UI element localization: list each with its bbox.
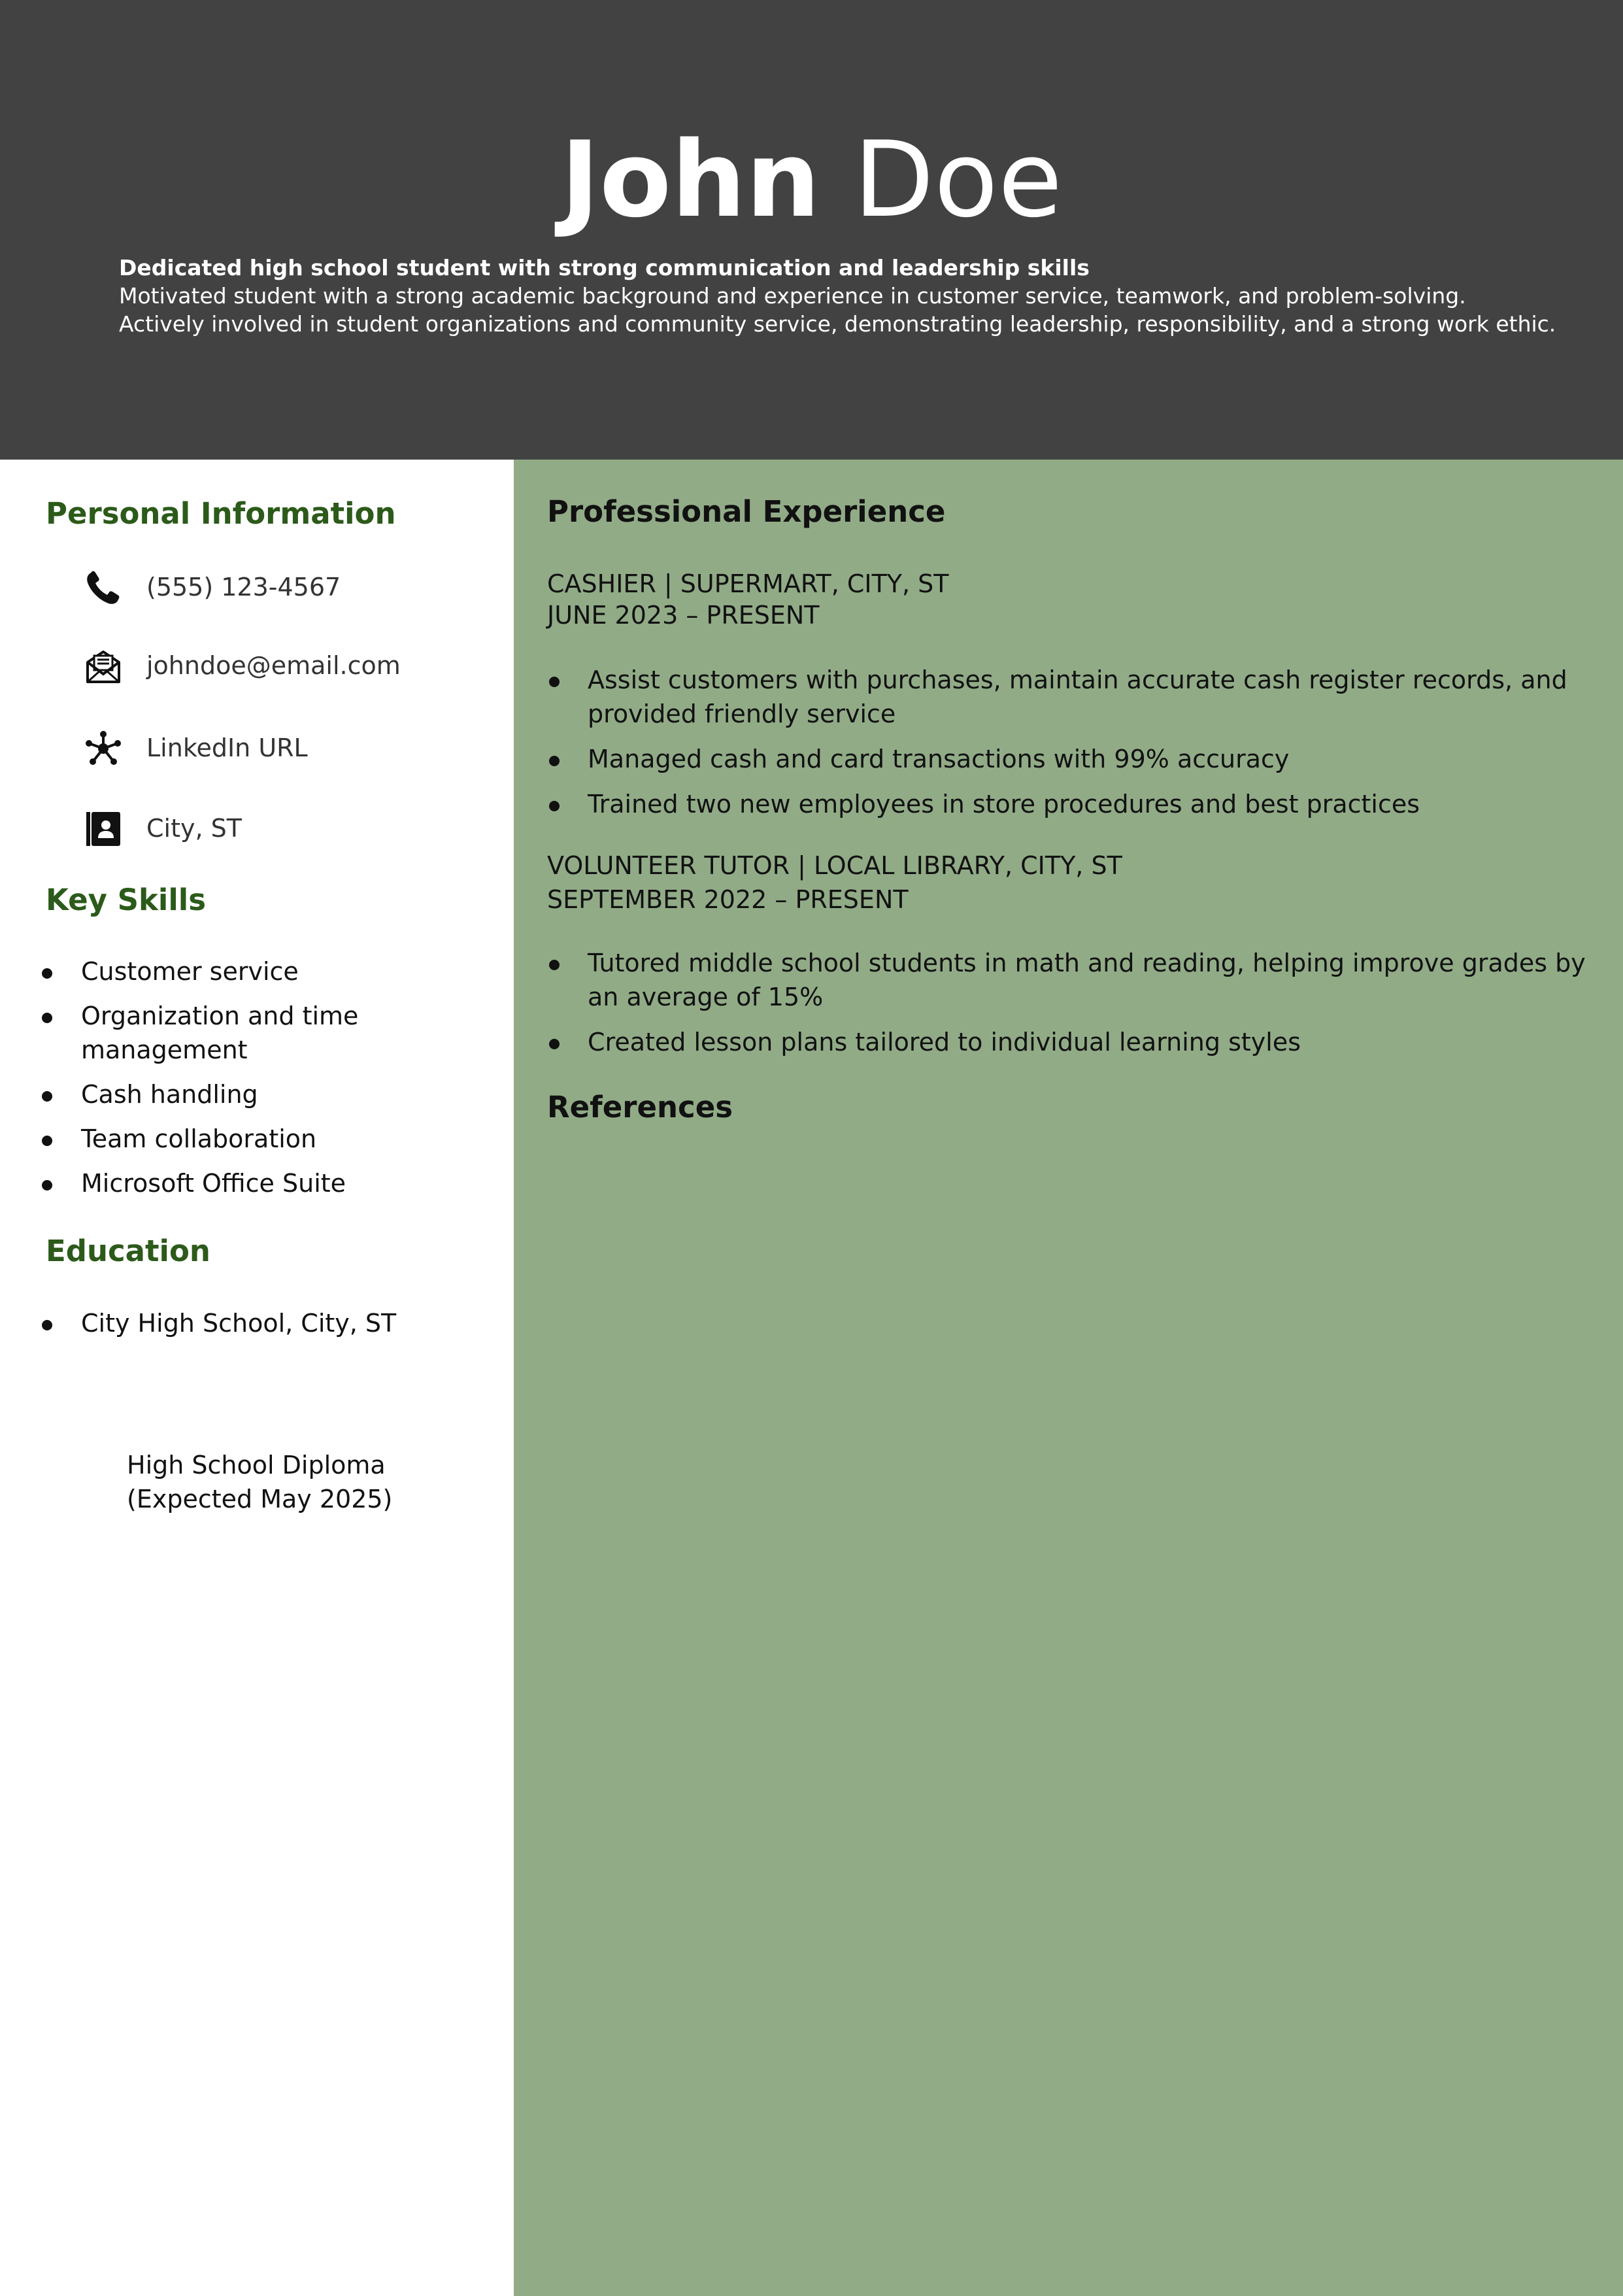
- first-name: John: [560, 118, 820, 241]
- list-item: Cash handling: [0, 1077, 471, 1111]
- phone-icon: [84, 568, 123, 607]
- contact-location: [84, 809, 502, 849]
- job-bullets: [514, 946, 1599, 1059]
- job-title: CASHIER | SUPERMART, CITY, ST: [547, 569, 949, 598]
- contact-email: [84, 647, 502, 686]
- summary-line: Actively involved in student organizations and community service, demonstrating leadership, responsibility, and a strong work ethic.: [119, 311, 1556, 337]
- skills-list: [0, 954, 471, 1200]
- list-item: Trained two new employees in store procedures and best practices: [514, 787, 1599, 821]
- last-name: Doe: [853, 118, 1063, 241]
- contact-phone: [84, 568, 502, 607]
- network-icon: [84, 729, 123, 768]
- list-item: City High School, City, ST: [0, 1306, 471, 1340]
- contact-card-icon: [84, 809, 123, 849]
- phone-number: (555) 123-4567: [146, 573, 341, 601]
- job-bullets: [514, 663, 1599, 821]
- left-column: [0, 460, 514, 2296]
- section-title-key-skills: Key Skills: [46, 883, 206, 917]
- diploma: High School Diploma (Expected May 2025): [127, 1451, 393, 1513]
- list-item: Team collaboration: [0, 1122, 471, 1156]
- section-title-education: Education: [46, 1234, 210, 1268]
- job-dates: SEPTEMBER 2022 – PRESENT: [547, 885, 909, 914]
- list-item: Created lesson plans tailored to individual learning styles: [514, 1025, 1599, 1059]
- summary-line: Motivated student with a strong academic background and experience in customer service, teamwork, and problem-solving.: [119, 283, 1466, 309]
- section-title-professional-experience: Professional Experience: [547, 494, 946, 529]
- linkedin-url: LinkedIn URL: [146, 734, 308, 762]
- job-title: VOLUNTEER TUTOR | LOCAL LIBRARY, CITY, ST: [547, 851, 1122, 880]
- right-column: [514, 460, 1623, 2296]
- list-item: Assist customers with purchases, maintain accurate cash register records, and provided friendly service: [514, 663, 1599, 731]
- location: City, ST: [146, 814, 242, 843]
- list-item: Customer service: [0, 954, 471, 988]
- contact-linkedin: [84, 729, 502, 768]
- job-dates: JUNE 2023 – PRESENT: [547, 601, 820, 630]
- summary: [119, 254, 1583, 338]
- section-title-references: References: [547, 1090, 733, 1124]
- list-item: Organization and time management: [0, 999, 395, 1067]
- resume-header: [0, 0, 1623, 460]
- email-icon: [84, 647, 123, 686]
- full-name: [0, 114, 1623, 245]
- email-address: johndoe@email.com: [146, 651, 401, 680]
- list-item: Microsoft Office Suite: [0, 1166, 471, 1200]
- section-title-personal-information: Personal Information: [46, 496, 396, 531]
- list-item: Tutored middle school students in math and reading, helping improve grades by an average of 15%: [514, 946, 1599, 1014]
- list-item: Managed cash and card transactions with 99% accuracy: [514, 742, 1599, 776]
- education-list: [0, 1306, 471, 1340]
- headline: Dedicated high school student with strong communication and leadership skills: [119, 255, 1090, 280]
